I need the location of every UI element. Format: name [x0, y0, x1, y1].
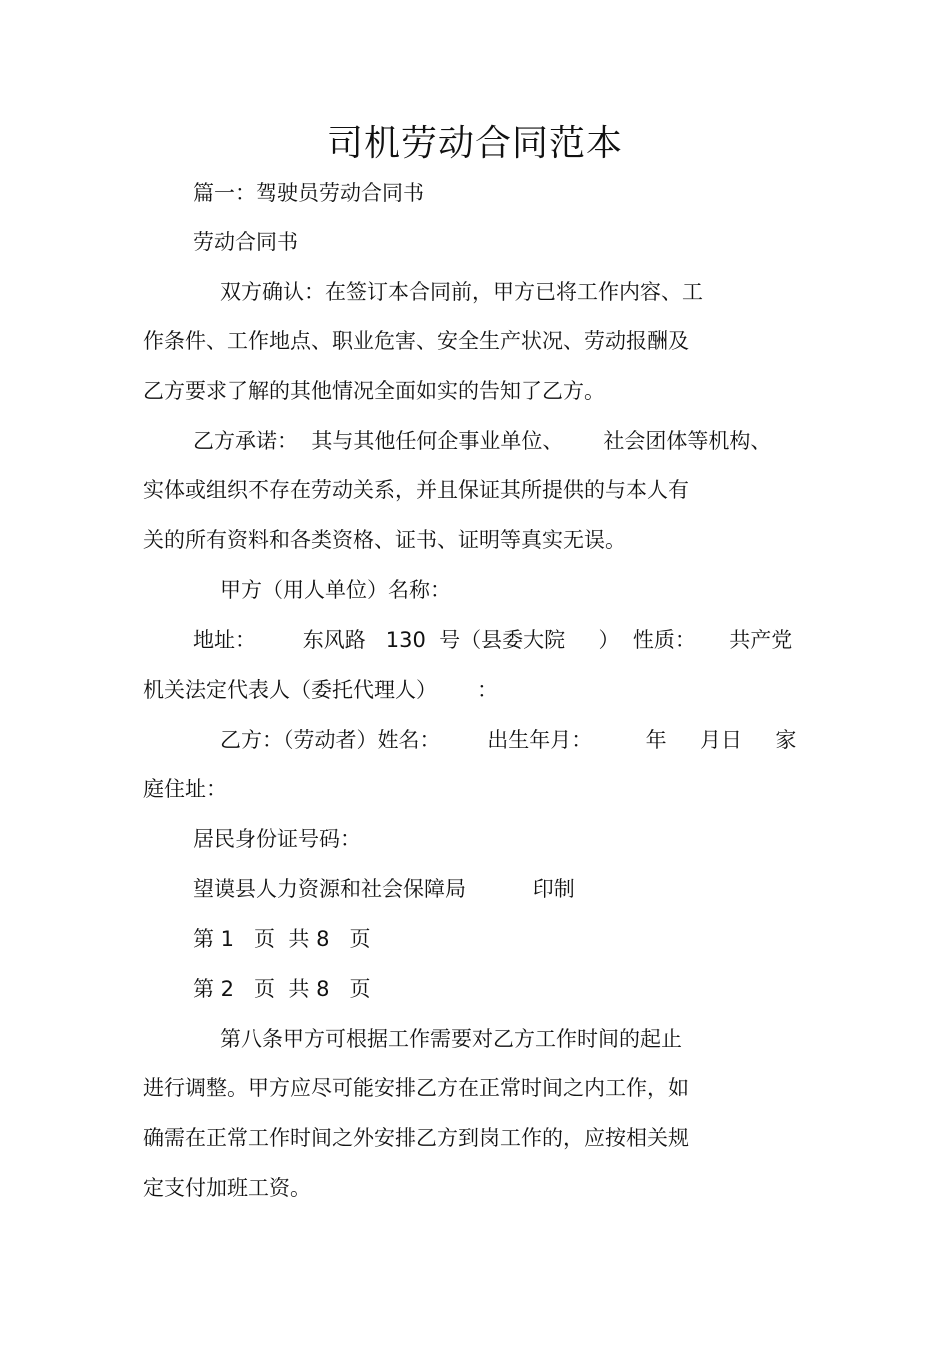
paragraph-line: 确需在正常工作时间之外安排乙方到岗工作的，应按相关规	[143, 1126, 689, 1150]
page-number-line: 第 1 页 共 8 页	[193, 927, 371, 951]
party-a-name-label: 甲方（用人单位）名称：	[220, 578, 451, 602]
printer-line: 望谟县人力资源和社会保障局 印制	[193, 877, 575, 901]
section-heading: 篇一：驾驶员劳动合同书	[193, 181, 424, 205]
paragraph-line: 乙方承诺： 其与其他任何企事业单位、 社会团体等机构、	[193, 429, 772, 453]
paragraph-line: 实体或组织不存在劳动关系，并且保证其所提供的与本人有	[143, 478, 689, 502]
contract-heading: 劳动合同书	[193, 230, 298, 254]
legal-representative-line: 机关法定代表人（委托代理人） ：	[143, 678, 499, 702]
page-number-line: 第 2 页 共 8 页	[193, 977, 371, 1001]
id-number-label: 居民身份证号码：	[193, 827, 361, 851]
paragraph-line: 定支付加班工资。	[143, 1176, 311, 1200]
document-title: 司机劳动合同范本	[326, 123, 623, 164]
paragraph-line: 进行调整。甲方应尽可能安排乙方在正常时间之内工作，如	[143, 1076, 689, 1100]
paragraph-line: 双方确认：在签订本合同前，甲方已将工作内容、工	[220, 280, 703, 304]
party-b-info-line: 乙方：（劳动者）姓名： 出生年月： 年 月日 家	[220, 728, 797, 752]
paragraph-line: 作条件、工作地点、职业危害、安全生产状况、劳动报酬及	[143, 329, 689, 353]
paragraph-line: 第八条甲方可根据工作需要对乙方工作时间的起止	[220, 1027, 682, 1051]
paragraph-line: 乙方要求了解的其他情况全面如实的告知了乙方。	[143, 379, 605, 403]
paragraph-line: 关的所有资料和各类资格、证书、证明等真实无误。	[143, 528, 626, 552]
address-line: 地址： 东风路 130 号（县委大院 ） 性质： 共产党	[193, 628, 793, 652]
home-address-label: 庭住址：	[143, 777, 227, 801]
